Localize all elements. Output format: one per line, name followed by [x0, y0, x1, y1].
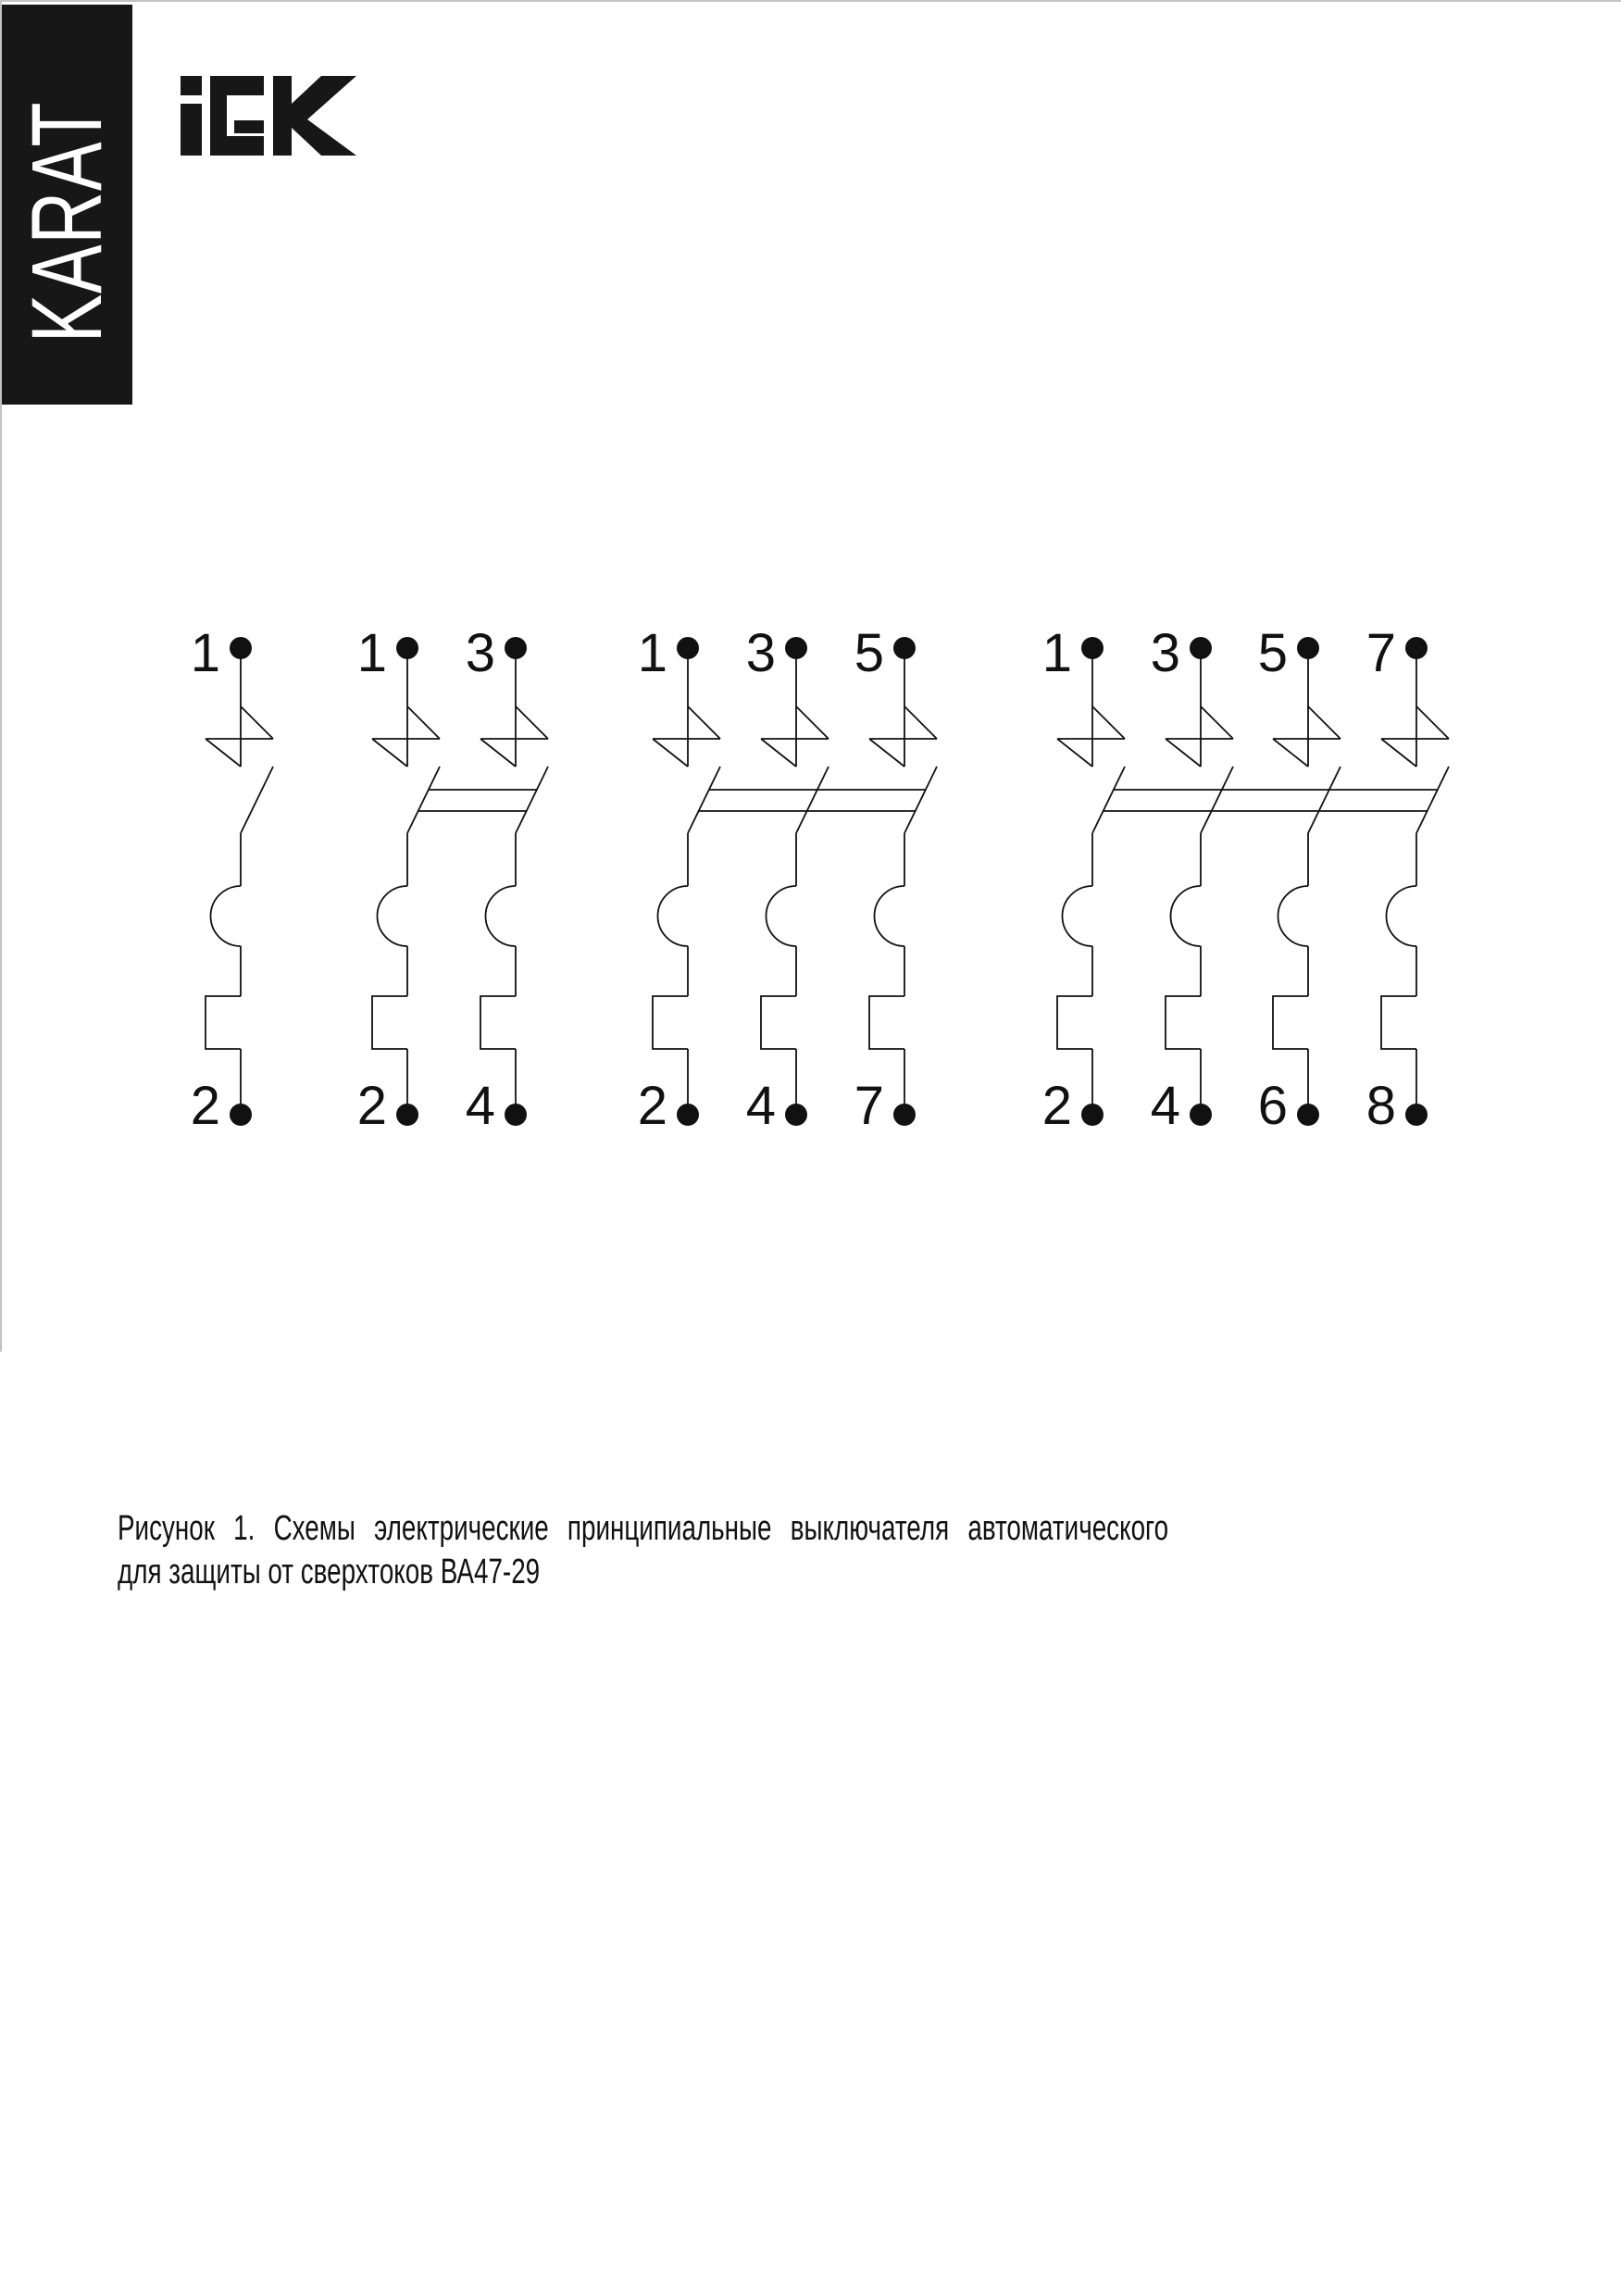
terminal-label-bottom: 2: [637, 1076, 667, 1136]
figure-caption-line2: для защиты от сверхтоков ВА47-29: [118, 1553, 541, 1591]
breaker-pole: [638, 623, 720, 1136]
terminal-dot-top: [893, 637, 916, 659]
breaker-pole: [1366, 623, 1449, 1136]
terminal-label-bottom: 2: [190, 1076, 220, 1136]
breaker-schematic-2p: [357, 623, 548, 1136]
breaker-pole: [1042, 623, 1125, 1136]
terminal-dot-bottom: [396, 1104, 418, 1126]
terminal-label-top: 3: [1150, 623, 1180, 683]
terminal-dot-top: [785, 637, 807, 659]
terminal-label-bottom: 4: [465, 1076, 495, 1136]
terminal-dot-bottom: [1297, 1104, 1319, 1126]
karat-banner-text: KARAT: [10, 101, 122, 343]
figure-caption: [118, 1507, 1168, 1594]
figure-caption-line1: Рисунок 1. Схемы электрические принципиальные выключателя автоматического: [118, 1509, 1169, 1548]
pole-circuit-path: [206, 648, 273, 1104]
terminal-label-top: 1: [1041, 623, 1072, 683]
terminal-dot-top: [677, 637, 699, 659]
terminal-dot-top: [1405, 637, 1428, 659]
breaker-schematic-3p: [638, 623, 937, 1136]
pole-circuit-path: [653, 648, 720, 1104]
terminal-label-top: 5: [854, 623, 884, 683]
breaker-pole: [746, 623, 829, 1136]
terminal-dot-top: [1190, 637, 1212, 659]
terminal-dot-bottom: [893, 1104, 916, 1126]
terminal-label-top: 1: [356, 623, 387, 683]
terminal-dot-bottom: [1081, 1104, 1104, 1126]
pole-circuit-path: [1057, 648, 1125, 1104]
terminal-label-bottom: 4: [1150, 1076, 1180, 1136]
terminal-dot-bottom: [230, 1104, 252, 1126]
terminal-label-top: 5: [1257, 623, 1288, 683]
terminal-label-bottom: 2: [356, 1076, 387, 1136]
terminal-dot-bottom: [505, 1104, 527, 1126]
breaker-schematic-1p: [191, 623, 273, 1136]
terminal-dot-top: [396, 637, 418, 659]
breaker-pole: [1151, 623, 1233, 1136]
terminal-dot-bottom: [677, 1104, 699, 1126]
breaker-pole: [191, 623, 273, 1136]
terminal-label-bottom: 4: [745, 1076, 776, 1136]
terminal-dot-top: [230, 637, 252, 659]
terminal-label-top: 3: [745, 623, 776, 683]
terminal-dot-top: [1297, 637, 1319, 659]
pole-circuit-path: [1381, 648, 1449, 1104]
terminal-label-bottom: 2: [1041, 1076, 1072, 1136]
terminal-dot-bottom: [1405, 1104, 1428, 1126]
breaker-pole: [357, 623, 440, 1136]
terminal-dot-top: [505, 637, 527, 659]
terminal-label-top: 7: [1365, 623, 1396, 683]
breaker-pole: [466, 623, 548, 1136]
breaker-pole: [854, 623, 937, 1136]
pole-circuit-path: [480, 648, 548, 1104]
terminal-label-top: 1: [637, 623, 667, 683]
terminal-label-bottom: 8: [1365, 1076, 1396, 1136]
breaker-pole: [1258, 623, 1340, 1136]
breaker-schematic-4p: [1042, 623, 1449, 1136]
terminal-dot-top: [1081, 637, 1104, 659]
pole-circuit-path: [372, 648, 440, 1104]
terminal-dot-bottom: [785, 1104, 807, 1126]
pole-circuit-path: [761, 648, 829, 1104]
terminal-dot-bottom: [1190, 1104, 1212, 1126]
terminal-label-bottom: 7: [854, 1076, 884, 1136]
pole-circuit-path: [1166, 648, 1233, 1104]
pole-circuit-path: [1273, 648, 1340, 1104]
pole-circuit-path: [869, 648, 937, 1104]
terminal-label-top: 3: [465, 623, 495, 683]
terminal-label-top: 1: [190, 623, 220, 683]
terminal-label-bottom: 6: [1257, 1076, 1288, 1136]
